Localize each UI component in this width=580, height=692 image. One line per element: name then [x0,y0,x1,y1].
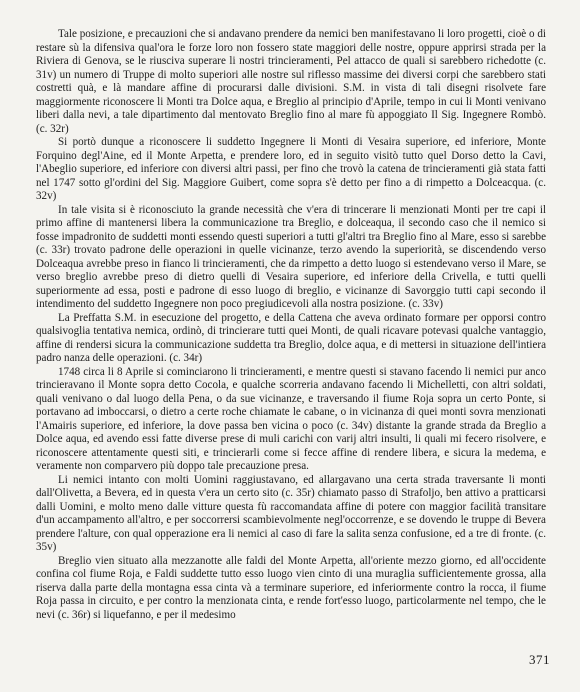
paragraph: Breglio vien situato alla mezzanotte alle faldi del Monte Arpetta, all'oriente mezzo giorno, ed all'occidente confina col fiume Roja, e Faldi suddette tutto esso luogo vien cinto di una muraglia sufficientemente grossa, alla riserva dalla parte della montagna essa cinta và a terminare superiore, ed inferiormente contro la rocca, il fiume Roja passa in circuito, e per contro la menzionata cinta, e rende fort'esso luogo, particolarmente nel tempo, che le nevi (c. 36r) si liquefanno, e per il medesimo [36,554,546,621]
paragraph: Li nemici intanto con molti Uomini raggiustavano, ed allargavano una certa strada traversante li monti dall'Olivetta, a Bevera, ed in questa v'era un certo sito (c. 35r) chiamato passo di Strafoljo, ben attivo a pratticarsi dalli Uomini, e molto meno dalle vitture questa fù raccomandata affine di potere con maggior facilità transitare d'un accampamento all'altro, e per soccorrersi scambievolmente negl'occorrenze, e se dovendo le truppe di Bevera prendere l'alture, con qual opperazione era li nemici al caso di fare la salita senza confusione, ed a tre di fronte. (c. 35v) [36,473,546,553]
paragraph: La Preffatta S.M. in esecuzione del progetto, e della Cattena che aveva ordinato formare per opporsi contro qualsivoglia tentativa nemica, ordinò, di trincierare tutti quei Monti, de quali ricavare potevasi qualche vantaggio, affine di rendersi sicura la communicazione suddetta tra Breglio, dolce aqua, e di mettersi in situazione dell'intiera padro nanza delle operazioni. (c. 34r) [36,311,546,364]
page-number: 371 [529,652,550,667]
paragraph: Tale posizione, e precauzioni che si andavano prendere da nemici ben manifestavano li loro progetti, cioè o di restare sù la difensiva qual'ora le forze loro non fossero state maggiori delle nostre, oppure apprirsi strada per la Riviera di Genova, se le riusciva superare li nostri trincieramenti, Pel attacco de quali si sarebbero richedotte (c. 31v) un numero di Truppe di molto superiori alle nostre sul riflesso massime dei diversi corpi che sarebbero stati costretti quà, e là mandare affine di procurarsi dalle divisioni. S.M. in vista di tali disegni risolvete fare maggiormente riconoscere li Monti tra Dolce aqua, e Breglio al principio d'Aprile, tempo in cui li Monti venivano liberi dalla nevi, a tale dipartimento dal mentovato Breglio fino al mare fù appoggiato Il Sig. Ingegnere Rombò. (c. 32r) [36,28,546,135]
paragraph: 1748 circa li 8 Aprile si cominciarono li trincieramenti, e mentre questi si stavano facendo li nemici pur anco trincieravano il Monte sopra detto Cocola, e qualche scorreria andavano facendo li Michelletti, con altri soldati, quali venivano o dal luogo della Pena, o da sue vicinanze, e traversando il fiume Roja sopra un certo Ponte, si portavano ad imboccarsi, o dietro a certe roche chiamate le cabane, o in vicinanza di quei monti sovra menzionati l'Amairis superiore, ed inferiore, la dove passa ben vicina o poco (c. 34v) distante la grande strada da Breglio a Dolce aqua, ed avendo essi fatte diverse prese di muli carichi con varij altri insulti, li quali mi fecero risolvere, e riconoscere attentamente questi siti, e trincierarli come si fecce affine di rendere libera, e sicura la medema, e veramente non comparvero più doppo tale precauzione presa. [36,365,546,472]
body-text [36,28,546,622]
paragraph: Si portò dunque a riconoscere li suddetto Ingegnere li Monti di Vesaira superiore, ed inferiore, Monte Forquino degl'Aine, ed il Monte Arpetta, e prendere loro, ed in seguito visitò tutto quel Dorso detto la Cavi, l'Abeglio superiore, ed inferiore con diversi altri passi, per fino che trovò la catena de trincieramenti già stata fatti nel 1747 sotto gl'ordini del Sig. Maggiore Guibert, come sopra s'è detto per fino a di rimpetto a Dolceacqua. (c. 32v) [36,136,546,202]
paragraph: In tale visita si è riconosciuto la grande necessità che v'era di trincerare li menzionati Monti per tre capi il primo affine di mantenersi libera la communicazione tra Breglio, e dolceaqua, il secondo caso che il nemico si fosse impadronito de suddetti monti essendo questi superiori a tutti gl'altri tra Breglio fino al Mare, esso si sarebbe (c. 33r) trovato padrone delle operazioni in quelle vicinanze, terzo avendo la superiorità, se discendendo verso Dolceaqua avrebbe preso in fianco li trincieramenti, che da rimpetto a detto luogo si estendevano verso il Mare, se verso breglio avrebbe preso di dietro quelli di Vesaira superiore, ed inferiore della Crivella, e tutti quelli superiormente ad essa, posti e padrone di esso luogo di breglio, e vicinanze di Savorggio tutti capi secondo il intendimento del suddetto Ingegnere non poco pregiudicevoli alla nostra posizione. (c. 33v) [36,203,546,310]
